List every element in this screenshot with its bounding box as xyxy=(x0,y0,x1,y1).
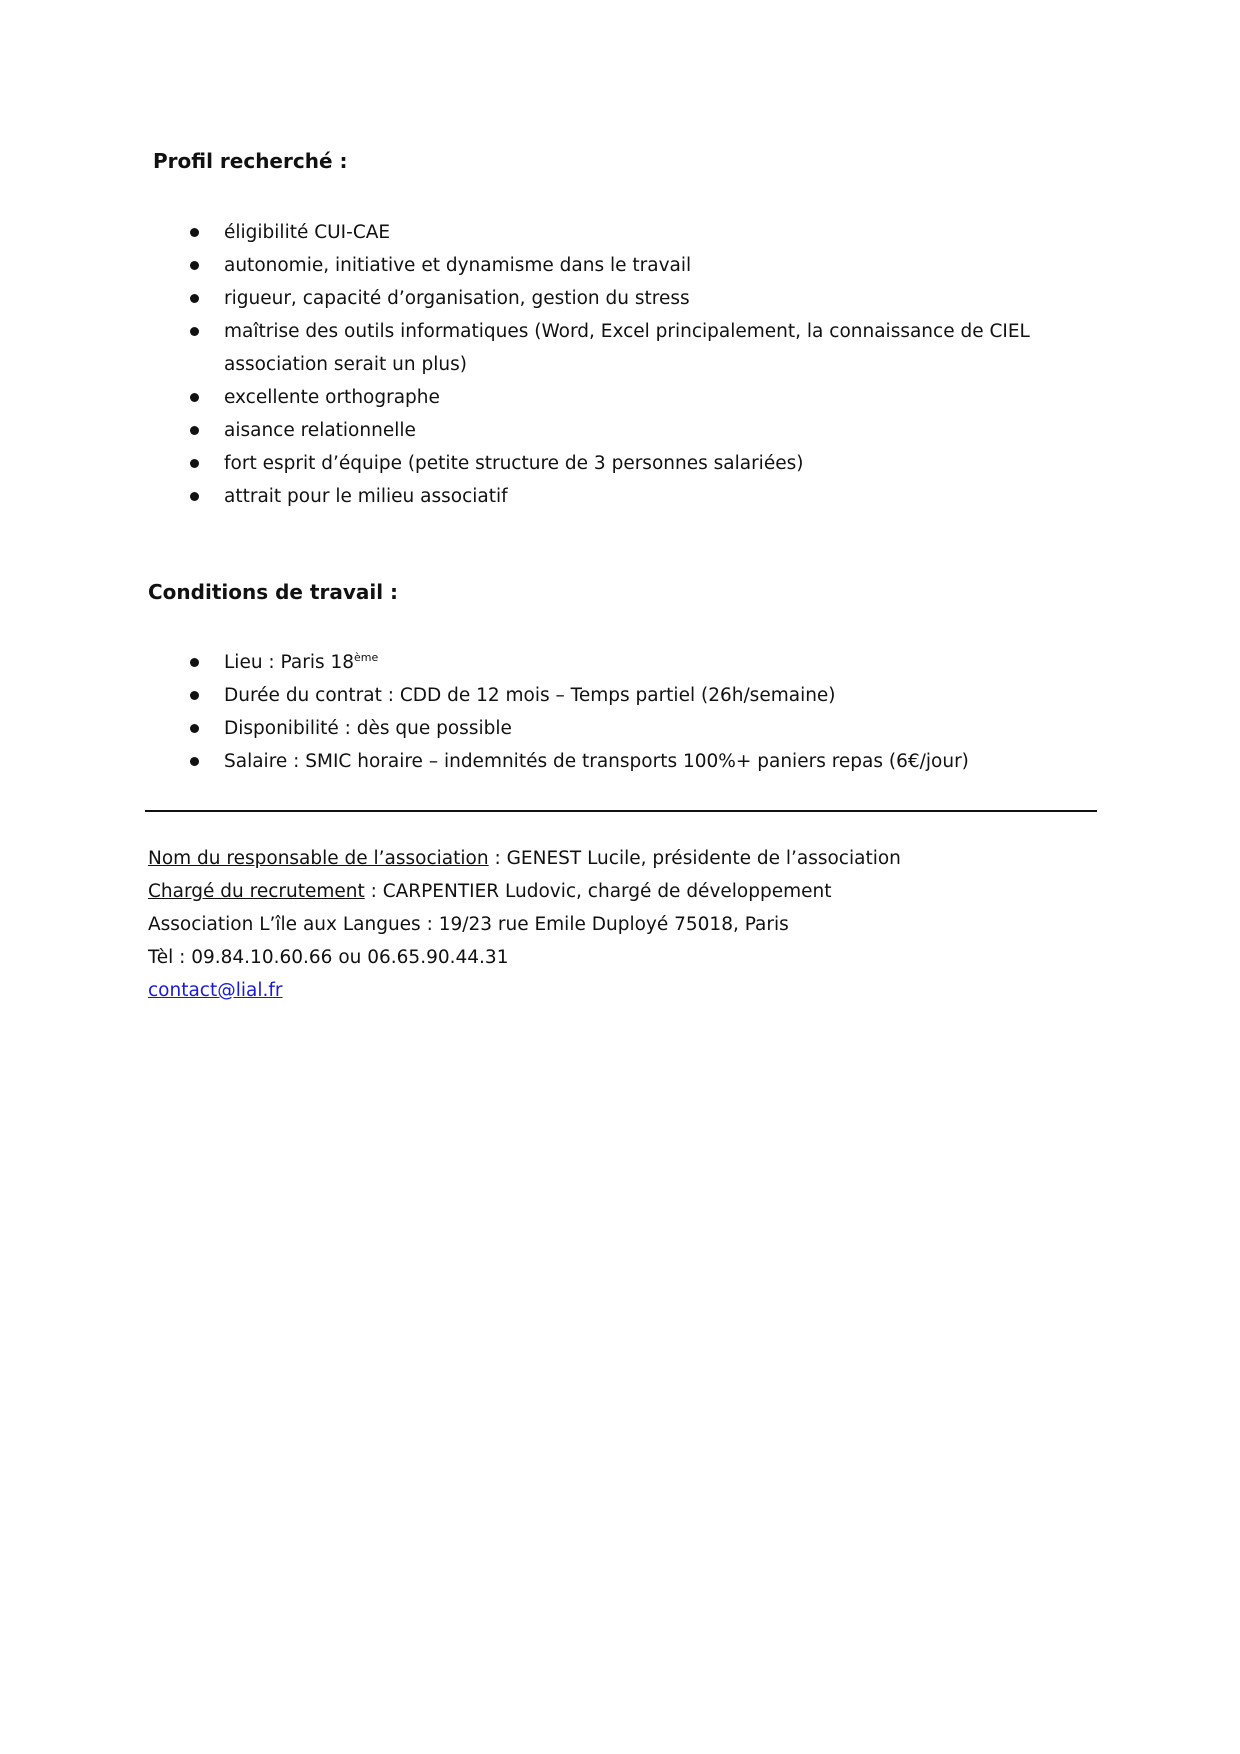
list-item: Durée du contrat : CDD de 12 mois – Temps partiel (26h/semaine) xyxy=(190,679,1090,712)
responsable-value: : GENEST Lucile, présidente de l’association xyxy=(488,848,901,869)
conditions-list xyxy=(190,646,1090,778)
list-item: Salaire : SMIC horaire – indemnités de transports 100%+ paniers repas (6€/jour) xyxy=(190,745,1090,778)
list-item: éligibilité CUI-CAE xyxy=(190,216,1090,249)
profil-list xyxy=(190,216,1090,513)
email-link[interactable]: contact@lial.fr xyxy=(148,980,283,1001)
contact-block xyxy=(148,842,1098,1007)
list-item: maîtrise des outils informatiques (Word, Excel principalement, la connaissance de CIEL association serait un plus) xyxy=(190,315,1090,381)
recrutement-value: : CARPENTIER Ludovic, chargé de développement xyxy=(364,881,832,902)
email-line xyxy=(148,974,1098,1007)
list-item: Disponibilité : dès que possible xyxy=(190,712,1090,745)
list-item: fort esprit d’équipe (petite structure de 3 personnes salariées) xyxy=(190,447,1090,480)
profil-heading: Profil recherché : xyxy=(153,149,348,173)
adresse-line: Association L’île aux Langues : 19/23 rue Emile Duployé 75018, Paris xyxy=(148,914,789,935)
section-divider xyxy=(145,810,1097,812)
lieu-superscript: ème xyxy=(354,650,379,664)
responsable-line xyxy=(148,842,1098,875)
list-item-lieu xyxy=(190,646,1090,679)
list-item: excellente orthographe xyxy=(190,381,1090,414)
lieu-text: Lieu : Paris 18 xyxy=(224,652,355,673)
list-item: attrait pour le milieu associatif xyxy=(190,480,1090,513)
tel-line: Tèl : 09.84.10.60.66 ou 06.65.90.44.31 xyxy=(148,947,509,968)
recrutement-label: Chargé du recrutement xyxy=(148,881,365,902)
conditions-heading: Conditions de travail : xyxy=(148,580,399,604)
recrutement-line xyxy=(148,875,1098,908)
responsable-label: Nom du responsable de l’association xyxy=(148,848,489,869)
list-item: aisance relationnelle xyxy=(190,414,1090,447)
list-item: rigueur, capacité d’organisation, gestion du stress xyxy=(190,282,1090,315)
list-item: autonomie, initiative et dynamisme dans le travail xyxy=(190,249,1090,282)
